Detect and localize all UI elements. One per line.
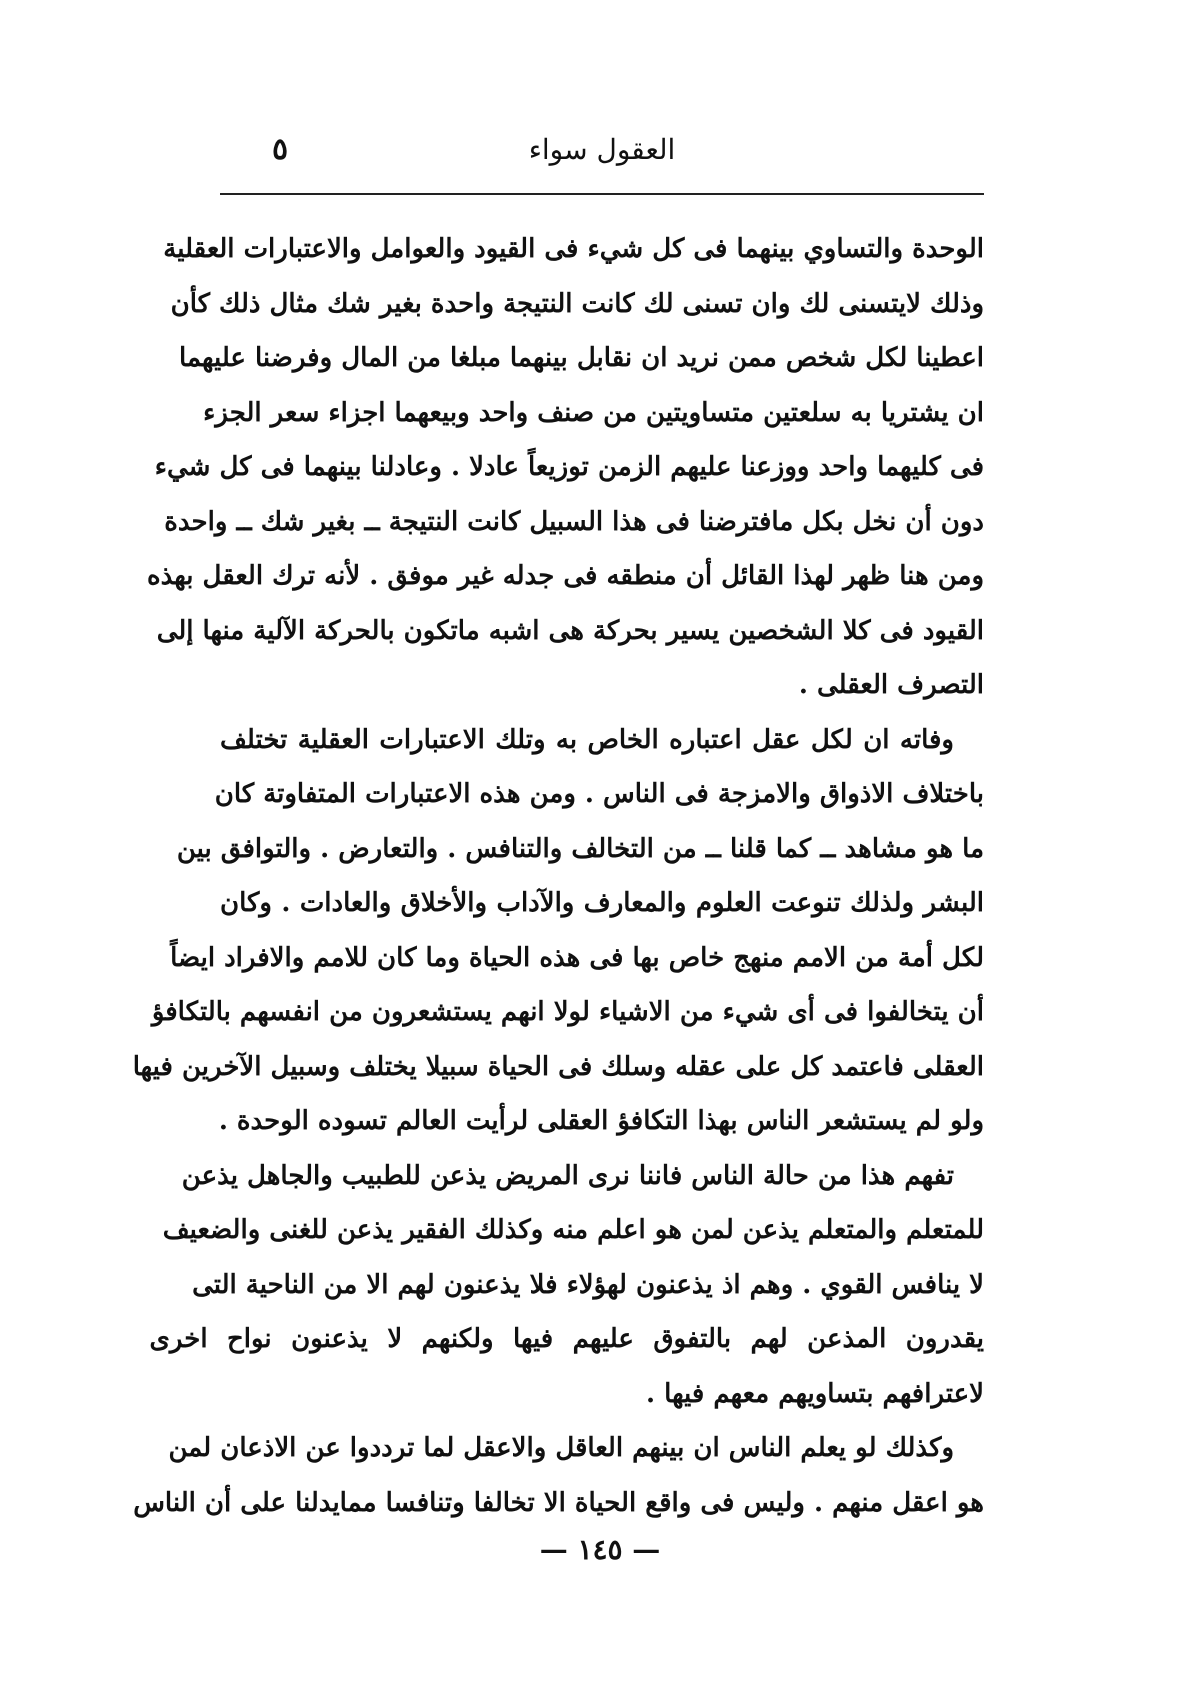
body-text (132, 222, 984, 1530)
text-line: لا ينافس القوي . وهم اذ يذعنون لهؤلاء فلا يذعنون لهم الا من الناحية التى (192, 1269, 984, 1300)
text-line: فى كليهما واحد ووزعنا عليهم الزمن توزيعاً عادلا . وعادلنا بينهما فى كل شيء (154, 452, 984, 482)
text-line: البشر ولذلك تنوعت العلوم والمعارف والآداب والأخلاق والعادات . وكان (220, 888, 984, 918)
text-line: ولو لم يستشعر الناس بهذا التكافؤ العقلى لرأيت العالم تسوده الوحدة . (218, 1106, 984, 1136)
text-line: القيود فى كلا الشخصين يسير بحركة هى اشبه ماتكون بالحركة الآلية منها إلى (156, 615, 984, 646)
text-line: وفاته ان لكل عقل اعتباره الخاص به وتلك الاعتبارات العقلية تختلف (220, 724, 954, 755)
text-line: اعطينا لكل شخص ممن نريد ان نقابل بينهما مبلغا من المال وفرضنا عليهما (179, 343, 984, 373)
text-line: وكذلك لو يعلم الناس ان بينهم العاقل والاعقل لما ترددوا عن الاذعان لمن (168, 1433, 954, 1463)
text-line: تفهم هذا من حالة الناس فاننا نرى المريض يذعن للطبيب والجاهل يذعن (181, 1160, 954, 1191)
text-line: للمتعلم والمتعلم يذعن لمن هو اعلم منه وكذلك الفقير يذعن للغنى والضعيف (162, 1215, 984, 1245)
text-line: ما هو مشاهد ــ كما قلنا ــ من التخالف والتنافس . والتعارض . والتوافق بين (176, 833, 984, 864)
running-head (220, 128, 984, 172)
text-line: وذلك لايتسنى لك وان تسنى لك كانت النتيجة واحدة بغير شك مثال ذلك كأن (170, 288, 984, 319)
text-line: التصرف العقلى . (798, 670, 984, 700)
page-number: — ١٤٥ — (539, 1533, 661, 1566)
header-rule (220, 193, 984, 195)
text-line: لكل أمة من الامم منهج خاص بها فى هذه الحياة وما كان للامم والافراد ايضاً (170, 942, 984, 973)
text-line: هو اعقل منهم . وليس فى واقع الحياة الا تخالفا وتنافسا ممايدلنا على أن الناس (133, 1487, 984, 1518)
text-line: ان يشتريا به سلعتين متساويتين من صنف واحد وبيعهما اجزاء سعر الجزء (203, 397, 984, 428)
text-line: باختلاف الاذواق والامزجة فى الناس . ومن هذه الاعتبارات المتفاوتة كان (214, 779, 984, 809)
text-line: ومن هنا ظهر لهذا القائل أن منطقه فى جدله غير موفق . لأنه ترك العقل بهذه (146, 561, 984, 591)
running-title: العقول سواء (528, 133, 676, 166)
text-line: أن يتخالفوا فى أى شيء من الاشياء لولا انهم يستشعرون من انفسهم بالتكافؤ (151, 997, 984, 1027)
text-line: لاعترافهم بتساويهم معهم فيها . (646, 1378, 984, 1409)
text-line: الوحدة والتساوي بينهما فى كل شيء فى القيود والعوامل والاعتبارات العقلية (163, 234, 984, 264)
text-line: دون أن نخل بكل مافترضنا فى هذا السبيل كانت النتيجة ــ بغير شك ــ واحدة (164, 506, 984, 537)
chapter-number: ٥ (272, 132, 289, 167)
text-line: العقلى فاعتمد كل على عقله وسلك فى الحياة سبيلا يختلف وسبيل الآخرين فيها (132, 1051, 984, 1082)
text-line: يقدرون المذعن لهم بالتفوق عليهم فيها ولكنهم لا يذعنون نواح اخرى (149, 1324, 984, 1354)
